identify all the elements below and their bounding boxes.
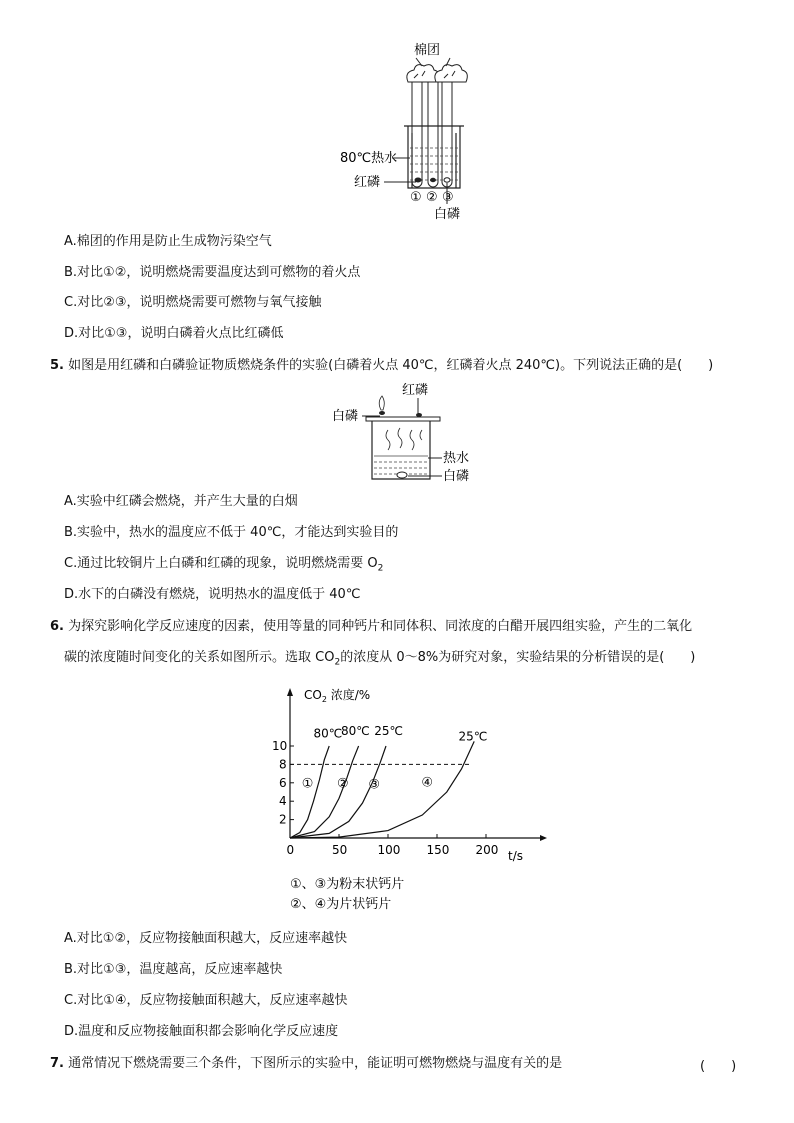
series-1-temp-label: 80℃	[313, 726, 343, 741]
x-axis-arrow	[540, 835, 547, 841]
y-tick-label: 2	[279, 812, 287, 827]
q4-option-a: A.棉团的作用是防止生成物污染空气	[64, 234, 272, 249]
x-tick-label: 200	[475, 843, 499, 857]
y-axis-arrow	[287, 688, 293, 696]
q5-option-d: D.水下的白磷没有燃烧，说明热水的温度低于 40℃	[64, 587, 361, 602]
co2-chart	[270, 682, 550, 914]
legend-note-1: ①、③为粉末状钙片	[290, 877, 405, 892]
tube-mark-1: ①	[410, 190, 422, 205]
q4-option-d: D.对比①③，说明白磷着火点比红磷低	[64, 326, 284, 341]
y-tick-label: 10	[272, 739, 288, 753]
flame-icon	[379, 396, 384, 410]
x-tick-label: 50	[332, 843, 348, 857]
q6-stem-line1: 6. 为探究影响化学反应速度的因素，使用等量的同种钙片和同体积、同浓度的白醋开展四组实验，产生的二氧化	[50, 619, 693, 634]
x-tick-label: 100	[377, 843, 401, 857]
red-phosphorus-label: 红磷	[354, 175, 381, 190]
x-axis-label: t/s	[508, 849, 523, 863]
q7-stem: 7. 通常情况下燃烧需要三个条件，下图所示的实验中，能证明可燃物燃烧与温度有关的是	[50, 1056, 563, 1071]
q5-red-phosphorus-label: 红磷	[402, 383, 429, 398]
q5-hot-water-label: 热水	[443, 451, 470, 466]
x-tick-label: 150	[426, 843, 450, 857]
series-1-curve	[290, 746, 329, 838]
q7-answer-paren: ( )	[700, 1059, 737, 1074]
q6-option-b: B.对比①③，温度越高，反应速率越快	[64, 962, 283, 977]
series-4-marker: ④	[421, 775, 433, 791]
cotton-balls	[407, 65, 467, 82]
q7-number: 7.	[50, 1056, 64, 1071]
series-3-temp-label: 25℃	[374, 723, 404, 738]
cotton-label: 棉团	[414, 43, 441, 58]
q5-option-c: C.通过比较铜片上白磷和红磷的现象，说明燃烧需要 $O_2$	[64, 556, 384, 574]
series-2-marker: ②	[337, 776, 349, 792]
legend-note-2: ②、④为片状钙片	[290, 897, 392, 912]
y-tick-label: 4	[279, 794, 287, 809]
q6-option-c: C.对比①④，反应物接触面积越大，反应速率越快	[64, 993, 348, 1008]
series-1-marker: ①	[301, 776, 314, 792]
q5-stem-text: 如图是用红磷和白磷验证物质燃烧条件的实验(白磷着火点 40℃，红磷着火点 240℃)。下列说法正确的是( )	[68, 358, 714, 373]
hot-water	[410, 148, 458, 180]
y-tick-label: 6	[279, 775, 287, 790]
hot-water-label: 80℃热水	[340, 151, 398, 166]
tube-mark-2: ②	[426, 190, 438, 205]
q6-option-d: D.温度和反应物接触面积都会影响化学反应速度	[64, 1024, 339, 1039]
series-2-temp-label: 80℃	[340, 723, 370, 738]
white-phosphorus-label: 白磷	[434, 207, 461, 222]
q5-figure	[330, 380, 480, 488]
test-tubes	[412, 82, 452, 187]
q5-number: 5.	[50, 358, 64, 373]
q6-stem-line2: 碳的浓度随时间变化的关系如图所示。选取 $CO_2$的浓度从 0～8%为研究对象，实验结果的分析错误的是( )	[64, 650, 696, 668]
q5-white-phosphorus-left-label: 白磷	[332, 409, 359, 424]
series-3-marker: ③	[368, 777, 381, 793]
q5-white-phosphorus-bottom-label: 白磷	[443, 469, 470, 484]
y-tick-label: 8	[279, 757, 287, 772]
q4-option-b: B.对比①②，说明燃烧需要温度达到可燃物的着火点	[64, 265, 361, 280]
series-4-temp-label: 25℃	[458, 729, 488, 744]
q6-number: 6.	[50, 619, 64, 634]
y-axis-label: $CO_2$ 浓度/%	[304, 688, 371, 704]
q4-figure	[330, 38, 480, 223]
q5-option-a: A.实验中红磷会燃烧，并产生大量的白烟	[64, 494, 298, 509]
q5-beaker	[372, 421, 430, 479]
q5-option-b: B.实验中，热水的温度应不低于 40℃，才能达到实验目的	[64, 525, 399, 540]
q6-option-a: A.对比①②，反应物接触面积越大，反应速率越快	[64, 931, 348, 946]
q5-stem	[50, 357, 713, 375]
tube-mark-3: ③	[442, 190, 454, 205]
copper-plate	[366, 417, 440, 421]
q4-option-c: C.对比②③，说明燃烧需要可燃物与氧气接触	[64, 295, 322, 310]
x-tick-label: 0	[286, 843, 295, 857]
